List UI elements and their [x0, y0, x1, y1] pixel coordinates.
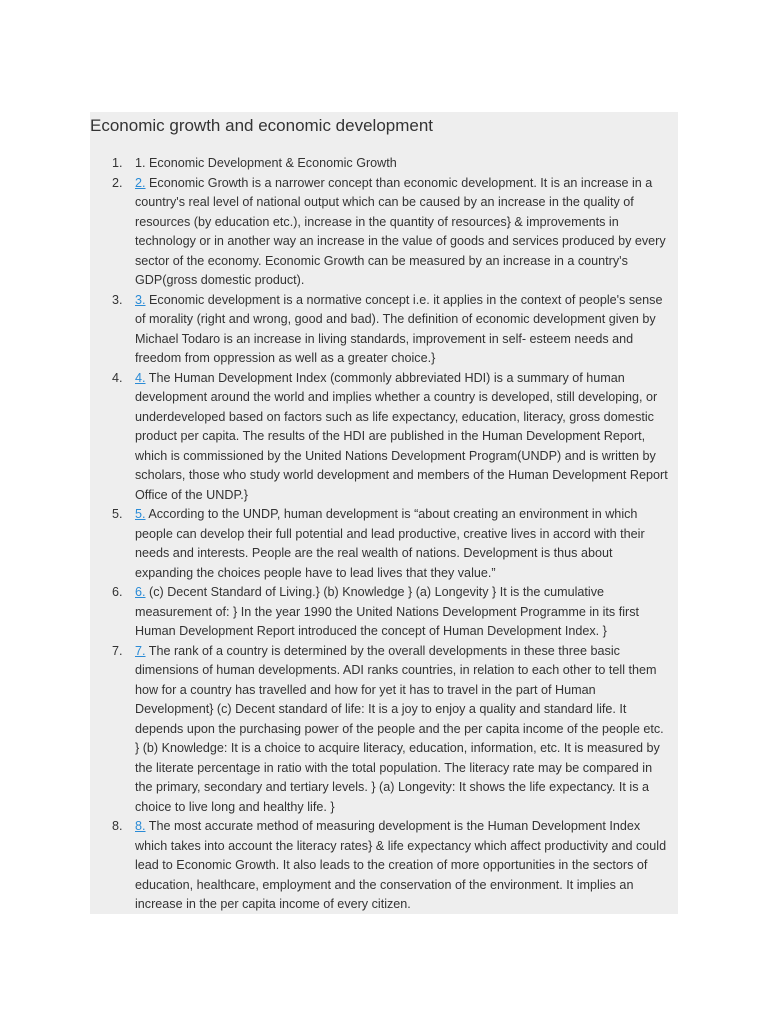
item-number: 2. [112, 175, 123, 190]
item-link[interactable]: 7. [135, 643, 146, 658]
list-item [112, 174, 671, 291]
item-text: According to the UNDP, human development is “about creating an environment in which people can develop their full potential and lead productive, creative lives in accord with their needs and interests. People are the real wealth of nations. Development is thus about expanding the choices people have to lead lives that they value.” [135, 507, 645, 580]
item-link[interactable]: 4. [135, 370, 146, 385]
item-link[interactable]: 2. [135, 175, 146, 190]
item-link[interactable]: 8. [135, 819, 146, 833]
item-number: 1. [112, 156, 123, 170]
item-link[interactable]: 5. [135, 507, 146, 521]
document-panel [90, 112, 678, 914]
item-text: The rank of a country is determined by the overall developments in these three basic dimensions of human developments. ADI ranks countries, in relation to each other to tell them how for a country has travelled and how for yet it has to travel in the part of Human Development} (c) Decent standard of life: It is a joy to enjoy a quality and standard life. It depends upon the purchasing power of the people and the per capita income of the people etc. } (b) Knowledge: It is a choice to acquire literacy, education, information, etc. It is measured by the literate percentage in ratio with the total population. The literacy rate may be compared in the primary, secondary and tertiary levels. } (a) Longevity: It shows the life expectancy. It is a choice to live long and healthy life. } [135, 643, 664, 814]
list-item [112, 817, 671, 915]
item-number: 3. [112, 292, 123, 307]
list-item [112, 154, 671, 174]
list-item [112, 369, 671, 506]
list-item [112, 505, 671, 583]
item-text: (c) Decent Standard of Living.} (b) Knowledge } (a) Longevity } It is the cumulative measurement of: } In the year 1990 the United Nations Development Programme in its first Human Development Report introduced the concept of Human Development Index. } [135, 585, 639, 638]
item-text: Economic development is a normative concept i.e. it applies in the context of people's sense of morality (right and wrong, good and bad). The definition of economic development given by Michael Todaro is an increase in living standards, improvement in self- esteem needs and freedom from oppression as well as a greater choice.} [135, 292, 663, 365]
item-link[interactable]: 3. [135, 292, 146, 307]
item-number: 4. [112, 370, 123, 385]
item-number: 8. [112, 819, 123, 833]
item-text: The Human Development Index (commonly abbreviated HDI) is a summary of human development around the world and implies whether a country is developed, still developing, or underdeveloped based on factors such as life expectancy, education, literacy, gross domestic product per capita. The results of the HDI are published in the Human Development Report, which is commissioned by the United Nations Development Program(UNDP) and is written by scholars, those who study world development and members of the Human Development Report Office of the UNDP.} [135, 370, 668, 502]
item-text: Economic Growth is a narrower concept than economic development. It is an increase in a country's real level of national output which can be caused by an increase in the quality of resources (by education etc.), increase in the quantity of resources} & improvements in technology or in another way an increase in the value of goods and services produced by every sector of the economy. Economic Growth can be measured by an increase in a country's GDP(gross domestic product). [135, 175, 666, 287]
item-text: The most accurate method of measuring development is the Human Development Index which takes into account the literacy rates} & life expectancy which affect productivity and could lead to Economic Growth. It also leads to the creation of more opportunities in the sectors of education, healthcare, employment and the conservation of the environment. It implies an increase in the per capita income of every citizen. [135, 819, 667, 911]
list-item [112, 642, 671, 818]
document-title: Economic growth and economic development [90, 116, 434, 135]
item-number: 6. [112, 585, 123, 599]
list-item [112, 583, 671, 642]
item-number: 5. [112, 507, 123, 521]
item-number: 7. [112, 643, 123, 658]
list-item [112, 291, 671, 369]
item-list [112, 154, 671, 915]
item-link[interactable]: 6. [135, 585, 146, 599]
item-text: 1. Economic Development & Economic Growth [135, 156, 397, 170]
